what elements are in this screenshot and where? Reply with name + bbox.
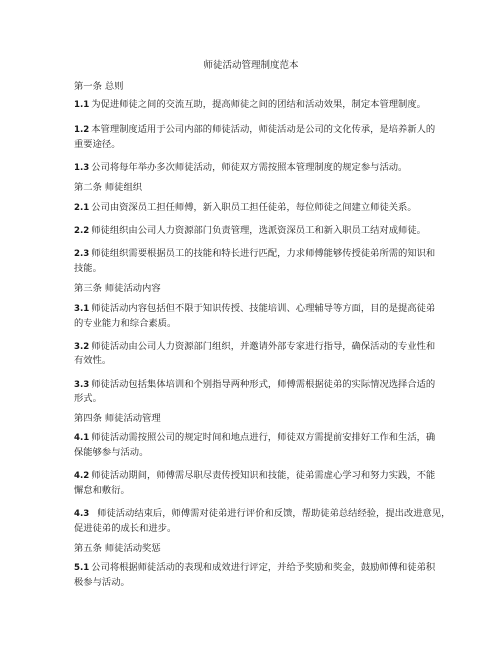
clause-text: 师徒活动期间，师傅需尽职尽责传授知识和技能，徒弟需虚心学习和努力实践，不能 — [91, 470, 436, 481]
clause-text: 公司将根据师徒活动的表现和成效进行评定，并给予奖励和奖金，鼓励师傅和徒弟积 — [91, 562, 436, 573]
clause-number: 2.2 — [74, 226, 90, 236]
clause-text: 公司由资深员工担任师傅，新入职员工担任徒弟，每位师徒之间建立师徒关系。 — [91, 202, 417, 213]
section-heading: 第二条 师徒组织 — [74, 182, 143, 193]
clause-3-3-cont: 形式。 — [74, 393, 102, 404]
clause-number: 3.2 — [74, 342, 90, 352]
clause-1-1 — [74, 99, 426, 111]
clause-3-1 — [74, 303, 435, 315]
clause-2-2 — [74, 225, 426, 237]
clause-number: 3.1 — [74, 304, 90, 314]
section-heading: 第四条 师徒活动管理 — [74, 413, 161, 424]
clause-text: 师徒组织需要根据员工的技能和特长进行匹配，力求师傅能够传授徒弟所需的知识和 — [91, 248, 436, 259]
clause-4-3 — [74, 508, 450, 520]
clause-text: 师徒活动由公司人力资源部门组织，并邀请外部专家进行指导，确保活动的专业性和 — [91, 341, 436, 352]
clause-number: 4.1 — [74, 433, 90, 443]
clause-number: 1.1 — [74, 100, 90, 110]
clause-text: 本管理制度适用于公司内部的师徒活动，师徒活动是公司的文化传承，是培养新人的 — [91, 124, 436, 135]
document-title: 师徒活动管理制度范本 — [203, 60, 299, 71]
clause-text: 公司将每年举办多次师徒活动，师徒双方需按照本管理制度的规定参与活动。 — [91, 162, 408, 173]
clause-1-2 — [74, 124, 435, 136]
clause-3-3 — [74, 379, 435, 391]
clause-5-1-cont: 极参与活动。 — [74, 577, 130, 588]
clause-number: 1.3 — [74, 163, 90, 173]
clause-4-1-cont: 保能够参与活动。 — [74, 447, 149, 458]
clause-number: 2.3 — [74, 249, 90, 259]
clause-text: 师徒活动需按照公司的规定时间和地点进行，师徒双方需提前安排好工作和生活，确 — [91, 432, 436, 443]
clause-3-2 — [74, 341, 435, 353]
section-heading: 第三条 师徒活动内容 — [74, 283, 161, 294]
clause-5-1 — [74, 562, 435, 574]
clause-2-3-cont: 技能。 — [74, 263, 102, 274]
clause-4-1 — [74, 432, 435, 444]
clause-1-3 — [74, 162, 407, 174]
section-heading: 第一条 总则 — [74, 81, 124, 92]
clause-2-3 — [74, 248, 435, 260]
clause-number: 2.1 — [74, 203, 90, 213]
clause-number: 4.3 — [74, 509, 90, 519]
clause-text: 师徒活动包括集体培训和个别指导两种形式，师傅需根据徒弟的实际情况选择合适的 — [91, 379, 436, 390]
clause-4-3-cont: 促进徒弟的成长和进步。 — [74, 523, 177, 534]
clause-number: 4.2 — [74, 471, 90, 481]
clause-3-2-cont: 有效性。 — [74, 355, 112, 366]
clause-text: 师徒活动内容包括但不限于知识传授、技能培训、心理辅导等方面，目的是提高徒弟 — [91, 303, 436, 314]
clause-3-1-cont: 的专业能力和综合素质。 — [74, 318, 177, 329]
clause-number: 3.3 — [74, 380, 90, 390]
clause-4-2 — [74, 470, 435, 482]
clause-number: 5.1 — [74, 563, 90, 573]
clause-number: 1.2 — [74, 125, 90, 135]
clause-text: 为促进师徒之间的交流互助，提高师徒之间的团结和活动效果，制定本管理制度。 — [91, 99, 426, 110]
clause-text: 师徒组织由公司人力资源部门负责管理，选派资深员工和新入职员工结对成师徒。 — [91, 225, 426, 236]
clause-4-2-cont: 懈怠和敷衍。 — [74, 485, 130, 496]
clause-1-2-cont: 重要途径。 — [74, 139, 121, 150]
clause-text: 师徒活动结束后，师傅需对徒弟进行评价和反馈，帮助徒弟总结经验，提出改进意见， — [91, 508, 451, 519]
clause-2-1 — [74, 202, 417, 214]
section-heading: 第五条 师徒活动奖惩 — [74, 543, 161, 554]
